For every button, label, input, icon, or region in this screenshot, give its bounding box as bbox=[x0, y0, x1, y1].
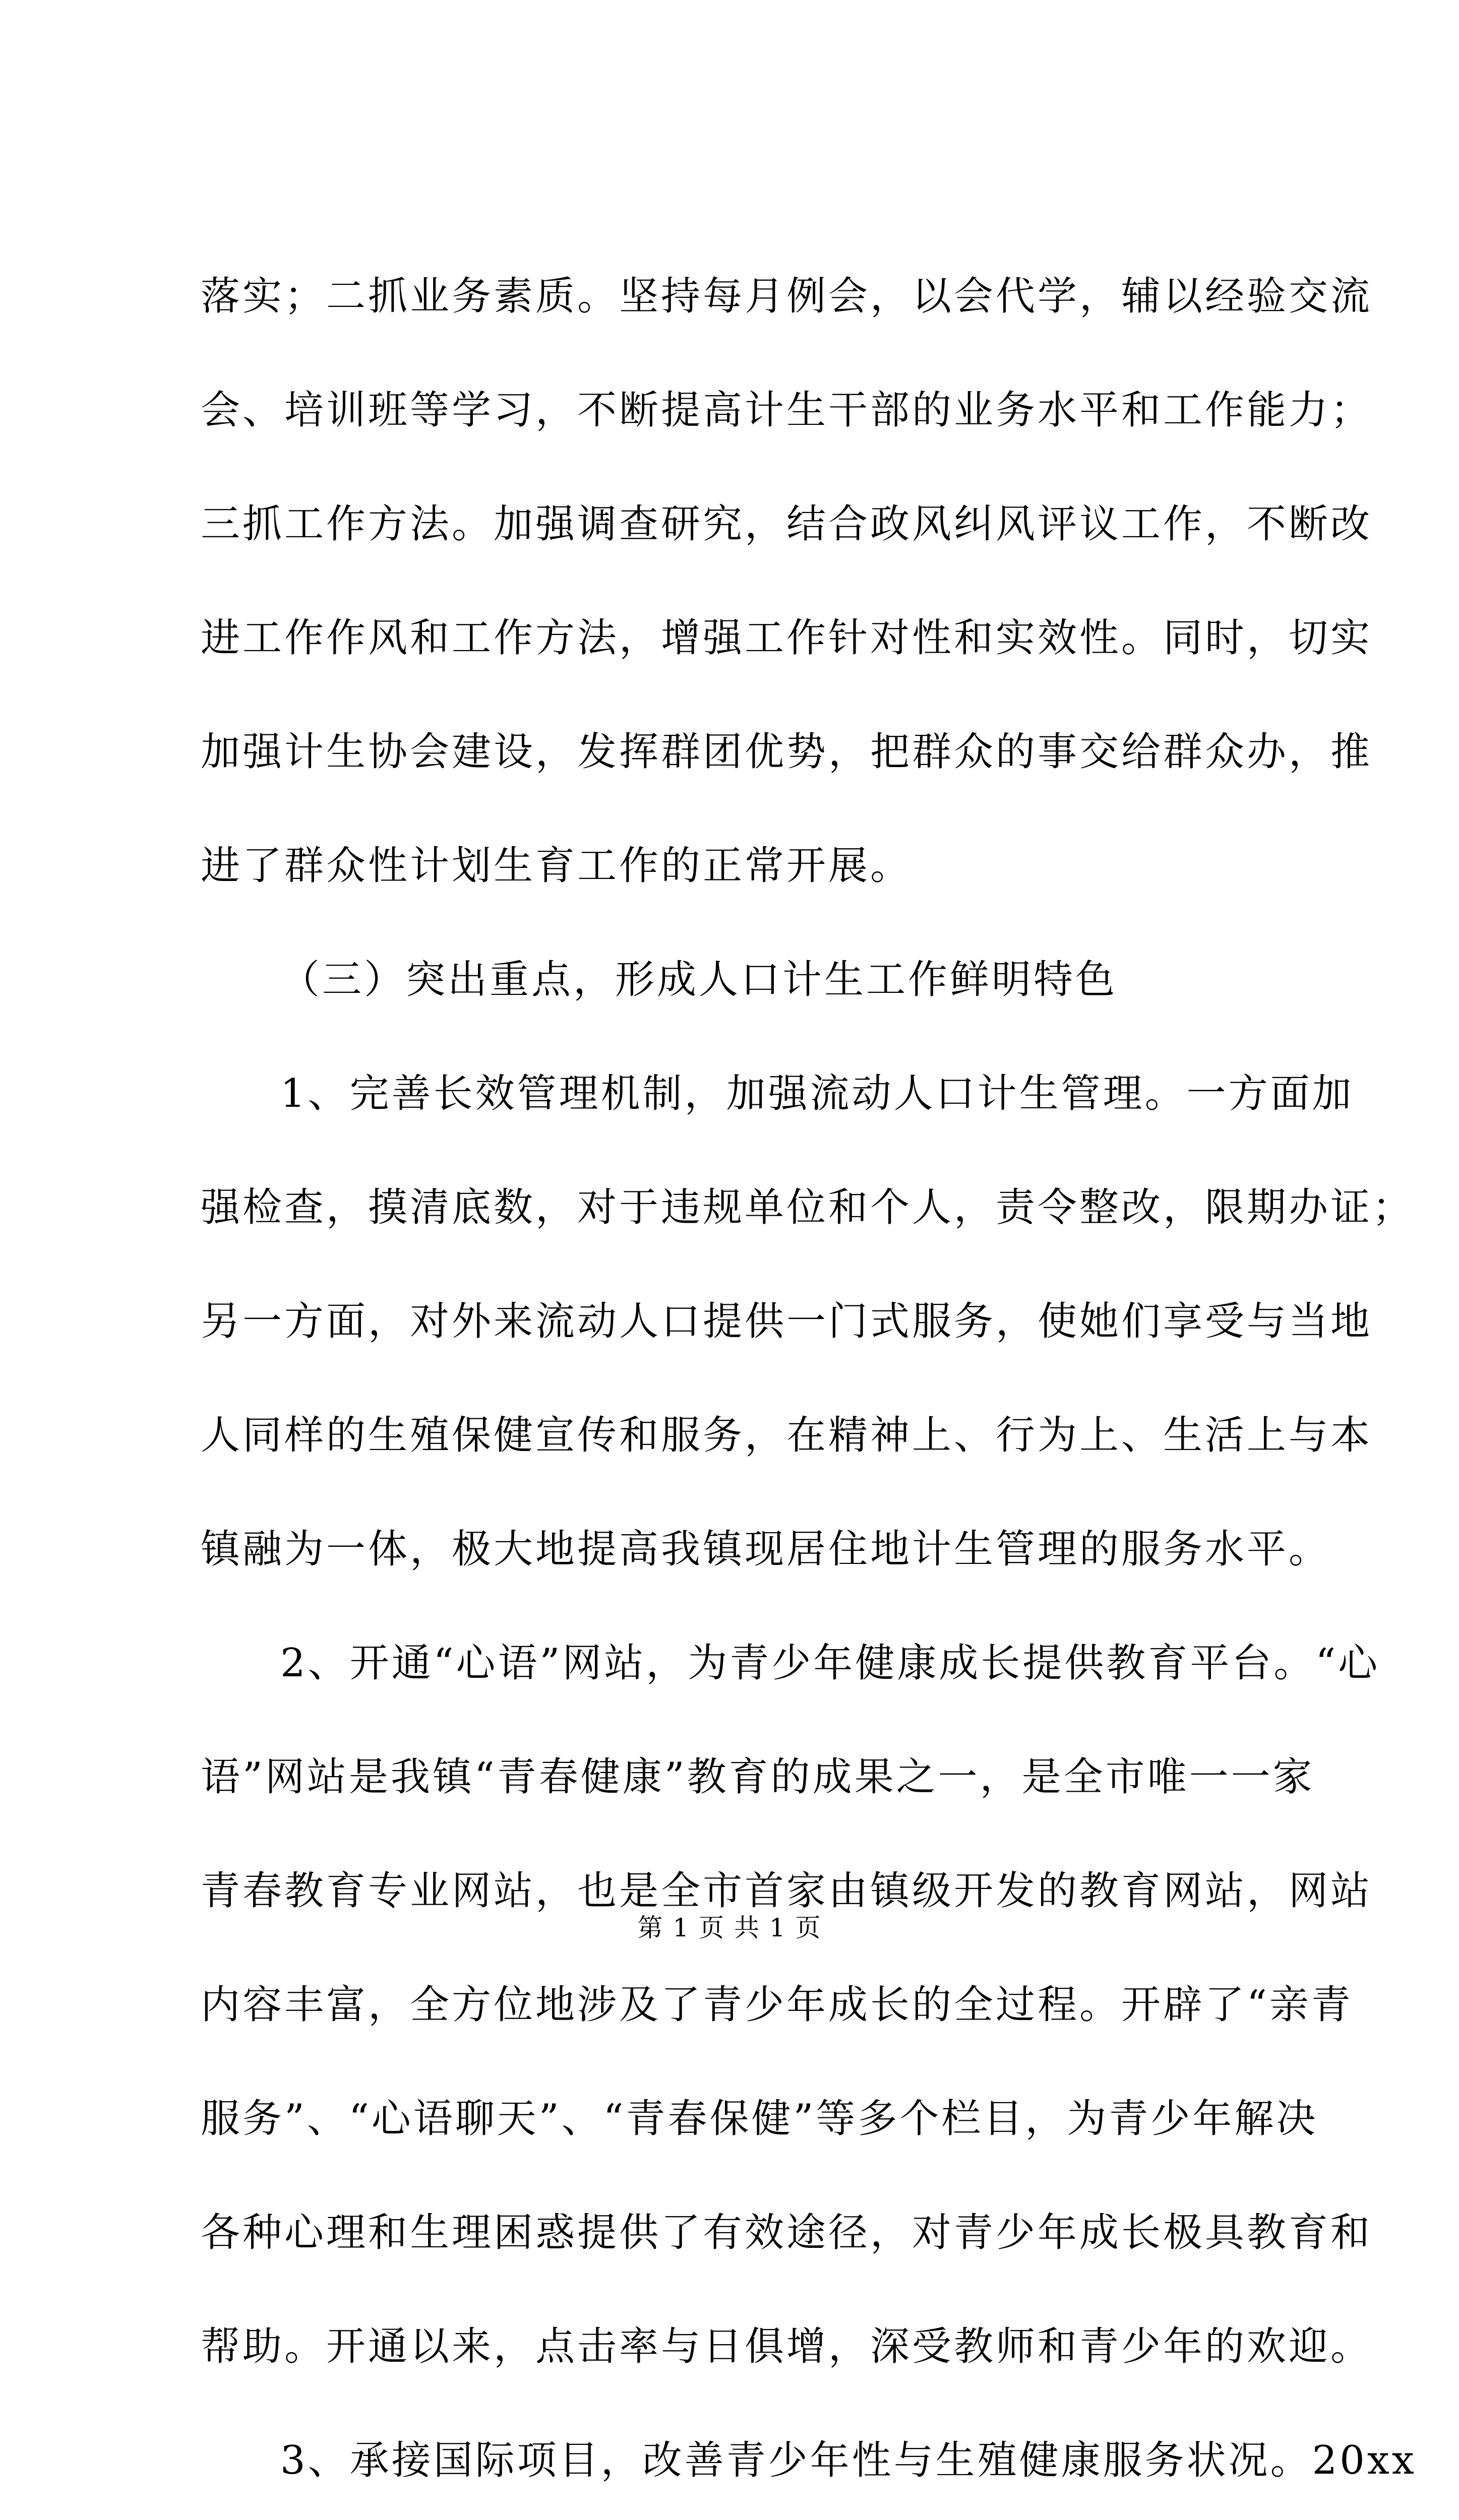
text-line: 加强计生协会建设，发挥群团优势，把群众的事交给群众办，推 bbox=[201, 729, 1373, 775]
paragraph-first-line: 2、开通“心语”网站，为青少年健康成长提供教育平台。“心 bbox=[280, 1641, 1380, 1686]
section-heading: （三）突出重点，形成人口计生工作鲜明特色 bbox=[280, 957, 1118, 1002]
paragraph-first-line: 1、完善长效管理机制，加强流动人口计生管理。一方面加 bbox=[280, 1071, 1354, 1116]
document-body bbox=[201, 239, 1417, 2520]
text-line: 落实；二抓业务素质。坚持每月例会，以会代学，辅以经验交流 bbox=[201, 274, 1373, 319]
page-footer: 第 1 页 共 1 页 bbox=[637, 1913, 822, 1942]
text-line: 另一方面，对外来流动人口提供一门式服务，使她们享受与当地 bbox=[201, 1299, 1373, 1344]
text-line: 内容丰富，全方位地涉及了青少年成长的全过程。开辟了“亲青 bbox=[201, 1982, 1353, 2028]
text-line: 服务”、“心语聊天”、“青春保健”等多个栏目，为青少年解决 bbox=[201, 2096, 1318, 2141]
text-line: 强检查，摸清底数，对于违规单位和个人，责令整改，限期办证； bbox=[201, 1185, 1415, 1230]
text-line: 语”网站是我镇“青春健康”教育的成果之一，是全市唯一一家 bbox=[201, 1754, 1315, 1800]
text-line: 进了群众性计划生育工作的正常开展。 bbox=[201, 843, 913, 889]
text-line: 各种心理和生理困惑提供了有效途径，对青少年成长极具教育和 bbox=[201, 2210, 1373, 2255]
text-line: 镇融为一体，极大地提高我镇现居住地计生管理的服务水平。 bbox=[201, 1527, 1331, 1572]
paragraph-first-line: 3、承接国际项目，改善青少年性与生殖健康服务状况。20xx bbox=[280, 2438, 1417, 2483]
text-line: 青春教育专业网站，也是全市首家由镇级开发的教育网站，网站 bbox=[201, 1868, 1373, 1914]
text-line: 会、培训班等学习，不断提高计生干部的业务水平和工作能力； bbox=[201, 388, 1373, 433]
text-line: 帮助。开通以来，点击率与日俱增，深受教师和青少年的欢迎。 bbox=[201, 2324, 1373, 2369]
text-line: 三抓工作方法。加强调查研究，结合政风纠风评议工作，不断改 bbox=[201, 501, 1373, 547]
text-line: 人同样的生殖保健宣传和服务，在精神上、行为上、生活上与本 bbox=[201, 1413, 1373, 1458]
text-line bbox=[201, 2517, 1258, 2520]
text-line: 进工作作风和工作方法，增强工作针对性和实效性。同时，切实 bbox=[201, 615, 1373, 661]
